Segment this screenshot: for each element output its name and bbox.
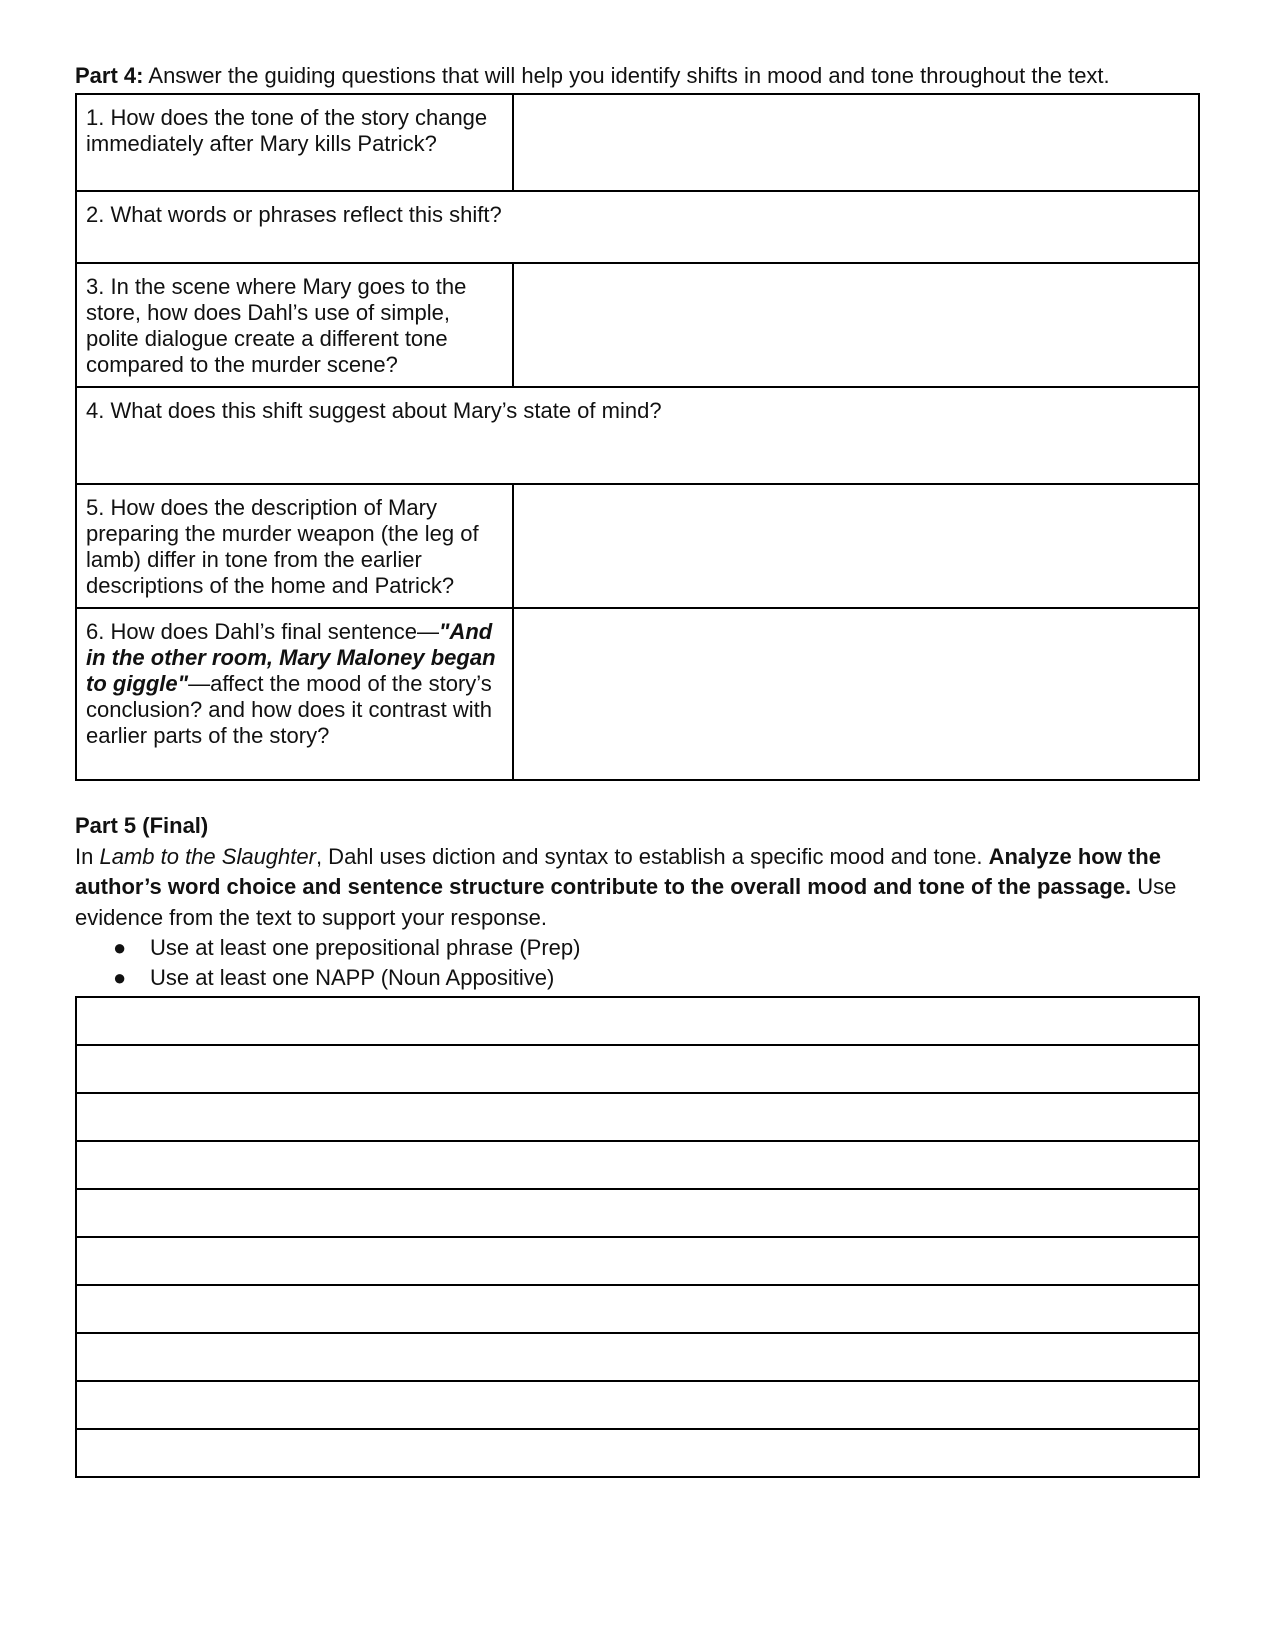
question-6-prefix: 6. How does Dahl’s final sentence— [86,619,440,644]
answer-line-field[interactable] [76,1333,1199,1381]
question-6-quote: "And in the other room, Mary Maloney began to giggle" [86,619,496,696]
answer-line-field[interactable] [76,997,1199,1045]
answer-line [76,1189,1199,1237]
answer-line [76,1429,1199,1477]
answer-line-field[interactable] [76,1141,1199,1189]
answer-line-field[interactable] [76,1093,1199,1141]
question-row-1 [76,94,1199,191]
answer-line-field[interactable] [76,1237,1199,1285]
question-row-3 [76,263,1199,387]
question-4-text: 4. What does this shift suggest about Mary’s state of mind? [86,398,662,423]
answer-line [76,997,1199,1045]
prompt-bold: Analyze how the author’s word choice and sentence structure contribute to the overall mood and tone of the passage. [75,843,1161,899]
answer-line-field[interactable] [76,1285,1199,1333]
part5-heading [75,811,1200,842]
prompt-mid: , Dahl uses diction and syntax to establish a specific mood and tone. [315,843,989,869]
question-row-6 [76,608,1199,780]
part4-question-table [75,93,1200,781]
answer-line [76,1045,1199,1093]
part5-heading-text: Part 5 (Final) [75,813,209,838]
question-2[interactable] [76,191,1199,263]
answer-line [76,1141,1199,1189]
part4-instructions-text: Answer the guiding questions that will help you identify shifts in mood and tone throughout the text. [148,63,1110,88]
answer-box-3[interactable] [513,263,1199,387]
answer-box-5[interactable] [513,484,1199,608]
requirement-item [75,963,1200,993]
answer-box-1[interactable] [513,94,1199,191]
requirements-list [75,933,1200,993]
answer-line [76,1381,1199,1429]
question-3: 3. In the scene where Mary goes to the store, how does Dahl’s use of simple, polite dialogue create a different tone compared to the murder scene? [76,263,513,387]
question-row-5 [76,484,1199,608]
answer-box-6[interactable] [513,608,1199,780]
answer-line [76,1285,1199,1333]
answer-line [76,1333,1199,1381]
worksheet-page [75,63,1200,1478]
part4-instructions [75,63,1200,89]
part4-heading: Part 4: [75,63,144,88]
prompt-end: Use evidence from the text to support your response. [75,874,1177,930]
question-6-suffix: —affect the mood of the story’s conclusion? and how does it contrast with earlier parts of the story? [86,671,493,748]
requirement-text: Use at least one prepositional phrase (Prep) [150,935,581,960]
question-row-4 [76,387,1199,484]
question-6 [76,608,513,780]
answer-line [76,1237,1199,1285]
part5-answer-lines [75,996,1200,1478]
question-row-2 [76,191,1199,263]
question-1: 1. How does the tone of the story change immediately after Mary kills Patrick? [76,94,513,191]
requirement-item [75,933,1200,963]
question-5: 5. How does the description of Mary preparing the murder weapon (the leg of lamb) differ in tone from the earlier descriptions of the home and Patrick? [76,484,513,608]
answer-line [76,1093,1199,1141]
answer-line-field[interactable] [76,1045,1199,1093]
requirement-text: Use at least one NAPP (Noun Appositive) [150,965,555,990]
part5-section [75,811,1200,993]
prompt-start: In [75,843,100,869]
answer-line-field[interactable] [76,1189,1199,1237]
answer-line-field[interactable] [76,1381,1199,1429]
bullet-icon: ● [113,965,127,990]
part5-prompt [75,842,1200,934]
answer-line-field[interactable] [76,1429,1199,1477]
question-4[interactable] [76,387,1199,484]
book-title: Lamb to the Slaughter [99,843,316,869]
bullet-icon: ● [113,935,127,960]
question-2-text: 2. What words or phrases reflect this shift? [86,202,502,227]
